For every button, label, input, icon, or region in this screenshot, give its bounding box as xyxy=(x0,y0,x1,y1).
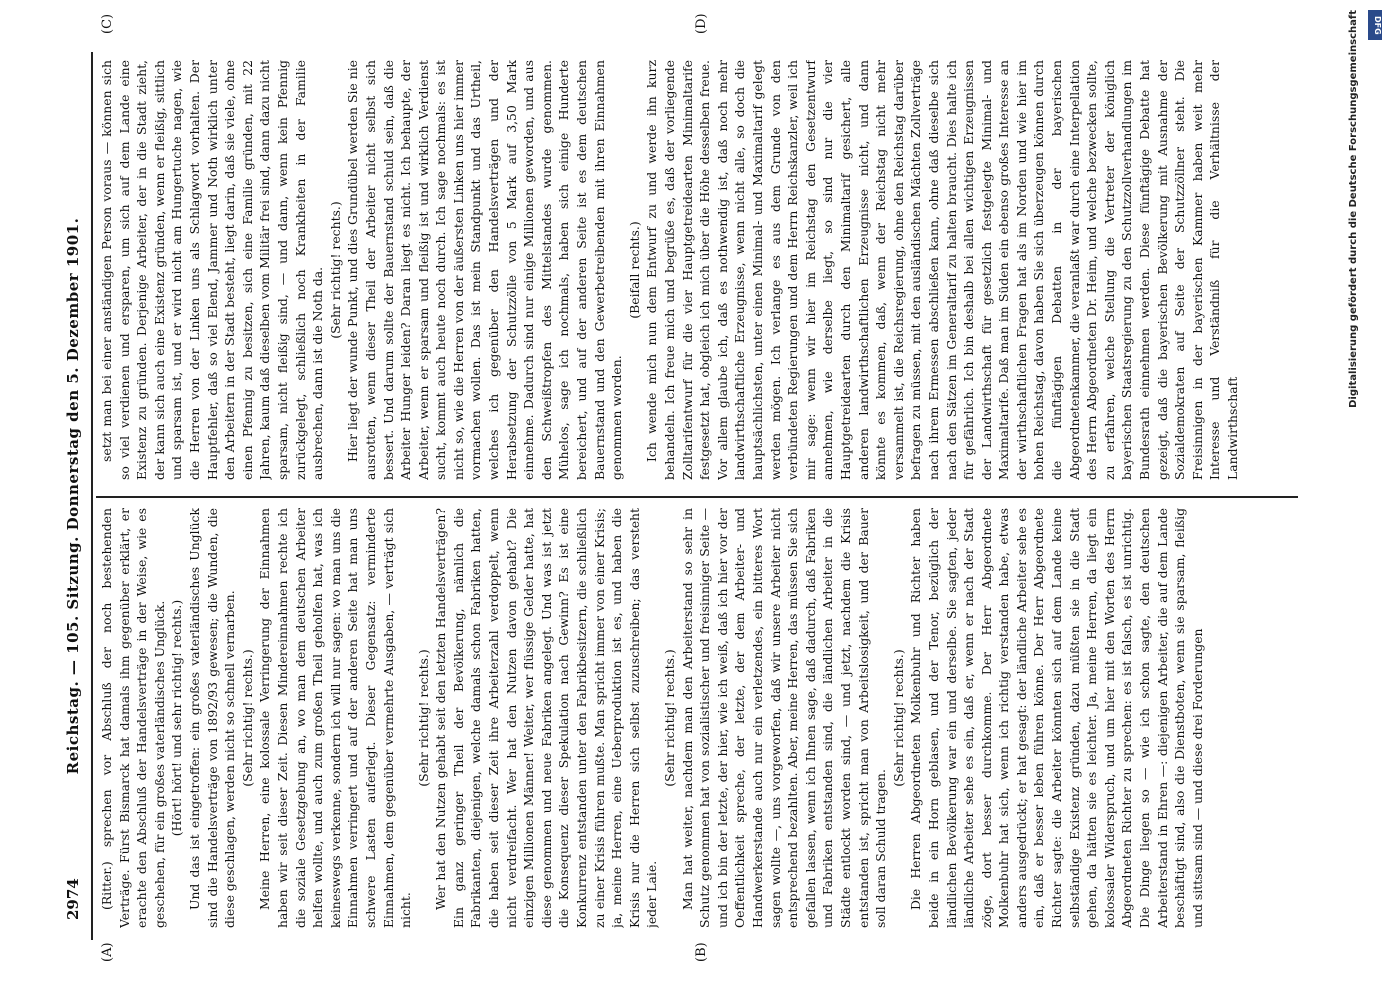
paragraph: Meine Herren, eine kolossale Verringerung der Einnahmen haben wir seit dieser Zeit. Diesen Mindereinnahmen rechte ich die soziale Gesetzgebung an, wo man dem deutschen Arbeiter helfen wollte, und auch zum großen Theil geholfen hat, was ich keineswegs verkenne, sondern ich will nur sagen: wo man uns die Einnahmen verringert und auf der anderen Seite hat man uns schwere Lasten auferlegt. Dieser Gegensatz: verminderte Einnahmen, dem gegenüber vermehrte Ausgaben, — verträgt sich nicht. xyxy=(257,508,414,928)
paragraph: Ich wende mich nun dem Entwurf zu und werde ihn kurz behandeln. Ich freue mich und begrüße es, daß der vorliegende Zolltarifentwurf für die vier Hauptgetreidearten Minimaltarife festgesetzt hat, obgleich ich mich über die Höhe desselben freue. Vor allem glaube ich, daß es nothwendig ist, daß noch mehr landwirthschaftliche Erzeugnisse, wenn nicht alle, so doch die hauptsächlichsten, unter einen Minimal- und Maximaltarif gelegt werden mögen. Ich verlange es aus dem Grunde von den verbündeten Regierungen und dem Herrn Reichskanzler, weil ich mir sage: wenn wir hier im Reichstag den Gesetzentwurf annehmen, wie derselbe liegt, so sind nur die vier Hauptgetreidearten durch den Minimaltarif gesichert, alle anderen landwirthschaftlichen Erzeugnisse nicht, und dann könnte es kommen, daß, wenn der Reichstag nicht mehr versammelt ist, die Reichsregierung, ohne den Reichstag darüber befragen zu müssen, mit den ausländischen Mächten Zollverträge nach ihrem Ermessen abschließen kann, ohne daß dieselbe sich nach den Sätzen im Generaltarif zu halten braucht. Dies halte ich für gefährlich. Ich bin deshalb bei allen wichtigen Erzeugnissen der Landwirthschaft für gesetzlich festgelegte Minimal- und Maximaltarife. Daß man im Süden ein ebenso großes Interesse an der wirthschaftlichen Fragen hat als im Norden und wie hier im hohen Reichstag, davon haben Sie sich überzeugen können durch die fünftägigen Debatten in der bayerischen Abgeordnetenkammer, die veranlaßt war durch eine Interpellation des Herrn Abgeordneten Dr. Heim, und welche bezwecken sollte, zu erfahren, welche Stellung die Vertreter der königlich bayerischen Staatsregierung zu den Schutzzollverhandlungen im Bundesrath einnehmen werden. Diese fünftägige Debatte hat gezeigt, daß die bayerischen Bevölkerung mit Ausnahme der Sozialdemokraten auf Seite der Schutzzöllner steht. Die Freisinnigen in der bayerischen Kammer haben weit mehr Interesse und Verständniß für die Verhältnisse der Landwirthschaft xyxy=(644,60,1240,480)
interjection: (Sehr richtig! rechts.) xyxy=(662,649,677,787)
interjection: (Hört! hört! und sehr richtig! rechts.) xyxy=(169,599,185,837)
margin-marker-b: (B) xyxy=(694,942,709,962)
left-column xyxy=(98,508,1294,928)
margin-marker-c: (C) xyxy=(100,13,115,34)
paragraph: Wer hat den Nutzen gehabt seit den letzten Handelsverträgen? Ein ganz geringer Theil der Bevölkerung, nämlich die Fabrikanten, diejenigen, welche damals schon Fabriken hatten, die haben seit dieser Zeit ihre Arbeiterzahl verdoppelt, wenn nicht verdreifacht. Wer hat den Nutzen davon gehabt? Die einzigen Millionen Männer! Weiter, wer flüssige Gelder hatte, hat diese genommen und neue Fabriken angelegt. Und was ist jetzt die Konsequenz dieser Spekulation nach Gewinn? Es ist eine Konkurrenz entstanden unter den Fabrikbesitzern, die schließlich zu einer Krisis führen mußte. Man spricht immer von einer Krisis; ja, meine Herren, eine Ueberproduktion ist es, und haben die Krisis nur die Herren sich selbst zuzuschreiben; das versteht jeder Laie. xyxy=(433,508,660,928)
header-rule xyxy=(91,52,93,940)
page-title: Reichstag. — 105. Sitzung. Donnerstag den 5. Dezember 1901. xyxy=(64,217,82,775)
interjection: (Sehr richtig! rechts.) xyxy=(327,201,343,339)
interjection: (Sehr richtig! rechts.) xyxy=(890,649,906,787)
digitization-note-text: Digitalisierung gefördert durch die Deutsche Forschungsgemeinschaft xyxy=(1348,10,1359,408)
column-divider xyxy=(96,496,1298,498)
paragraph: Die Herren Abgeordneten Molkenbuhr und Richter haben beide in ein Horn geblasen, und der Tenor, bezüglich der ländlichen Bevölkerung war ein und derselbe. Sie sagten, jeder ländliche Arbeiter sehe es ein, daß er, wenn er nach der Stadt zöge, dort besser durchkomme. Der Herr Abgeordnete Molkenbuhr hat sich, wenn ich richtig verstanden habe, etwas anders ausgedrückt; er hat gesagt: der ländliche Arbeiter sehe es ein, daß er besser leben führen könne. Der Herr Abgeordnete Richter sagte: die Arbeiter könnten sich auf dem Lande keine selbständige Existenz gründen, dazu müßten sie in die Stadt gehen, da hätten sie es leichter. Ja, meine Herren, da liegt ein kolossaler Widerspruch, und um hier mit den Worten des Herrn Abgeordneten Richter zu sprechen: es ist falsch, es ist unrichtig. Die Dinge liegen so — wie ich schon sagte, den deutschen Arbeiterstand in Ehren —: diejenigen Arbeiter, die auf dem Lande beschäftigt sind, also die Dienstboten, wenn sie sparsam, fleißig und sittsam sind — und diese drei Forderungen xyxy=(908,508,1205,928)
interjection: (Sehr richtig! rechts.) xyxy=(415,649,431,787)
page-number: 2974 xyxy=(64,878,82,920)
page-header xyxy=(62,52,88,940)
paragraph: Man hat weiter, nachdem man den Arbeiterstand so sehr in Schutz genommen hat von sozialistischer und freisinniger Seite — und ich bin der letzte, der hier, wie ich weiß, daß ich hier vor der Oeffentlichkeit spreche, der letzte, der dem Arbeiter- und Handwerkerstande auch nur ein verletzendes, ein bitteres Wort sagen wollte —, uns vorgeworfen, daß wir unsere Arbeiter nicht entsprechend bezahlten. Aber, meine Herren, das müssen Sie sich gefallen lassen, wenn ich Ihnen sage, daß dadurch, daß Fabriken und Fabriken entstanden sind, die ländlichen Arbeiter in die Städte entlockt worden sind, — und jetzt, nachdem die Krisis entstanden ist, spricht man von Arbeitslosigkeit, und der Bauer soll daran Schuld tragen. xyxy=(679,508,889,928)
dfg-logo: DFG xyxy=(1368,10,1382,40)
right-column xyxy=(98,60,1294,480)
interjection: (Beifall rechts.) xyxy=(626,221,642,319)
paragraph: (Ritter.) sprechen vor Abschluß der noch bestehenden Verträge. Fürst Bismarck hat damals ihm gegenüber erklärt, er erachte den Abschluß der Handelsverträge in der Weise, wie es geschehen, für ein großes vaterländisches Unglück. xyxy=(99,508,167,928)
interjection: (Sehr richtig! rechts.) xyxy=(239,649,255,787)
digitization-note xyxy=(1348,10,1368,990)
margin-marker-a: (A) xyxy=(100,942,115,962)
paragraph: Und das ist eingetroffen: ein großes vaterländisches Unglück sind die Handelsverträge von 1892/93 gewesen; die Wunden, die diese geschlagen, werden nicht so schnell vernarben. xyxy=(186,508,238,928)
paragraph: setzt man bei einer anständigen Person voraus — können sich so viel verdienen und ersparen, um sich auf dem Lande eine Existenz zu gründen. Derjenige Arbeiter, der in die Stadt zieht, der kann sich auch eine Existenz gründen, wenn er fleißig, sittlich und sparsam ist, und er wird nicht am Hungertuche nagen, wie die Herren von der Linken uns als Schlagwort vorhalten. Der Hauptfehler, daß so viel Elend, Jammer und Noth wirklich unter den Arbeitern in der Stadt besteht, liegt darin, daß sie viele, ohne einen Pfennig zu besitzen, sich eine Familie gründen, mit 22 Jahren, kaum daß dieselben vom Militär frei sind, dann dazu nicht sparsam, nicht fleißig sind, — und dann, wenn kein Pfennig zurückgelegt, schließlich noch Krankheiten in der Familie ausbrechen, dann ist die Noth da. xyxy=(99,60,326,480)
margin-marker-d: (D) xyxy=(694,13,709,34)
paragraph: Hier liegt der wunde Punkt, und dies Grundübel werden Sie nie ausrotten, wenn dieser Theil der Arbeiter nicht selbst sich bessert. Und darum sollte der Bauernstand schuld sein, daß die Arbeiter Hunger leiden? Daran liegt es nicht. Ich behaupte, der Arbeiter, wenn er sparsam und fleißig ist und wirklich Verdienst sucht, kommt auch heute noch durch. Ich sage nochmals: es ist nicht so, wie die Herren von der äußersten Linken uns hier immer vormachen wollen. Das ist mein Standpunkt und das Urtheil, welches ich gegenüber den Handelsverträgen und der Herabsetzung der Schutzzölle von 5 Mark auf 3,50 Mark einnehme. Dadurch sind nur einige Millionen geworden, und aus den Schweißtropfen des Mittelstandes wurde genommen. Mühelos, sage ich nochmals, haben sich einige Hunderte bereichert, und auf der anderen Seite ist es dem deutschen Bauernstand und den Gewerbetreibenden mit ihren Einnahmen genommen worden. xyxy=(345,60,625,480)
